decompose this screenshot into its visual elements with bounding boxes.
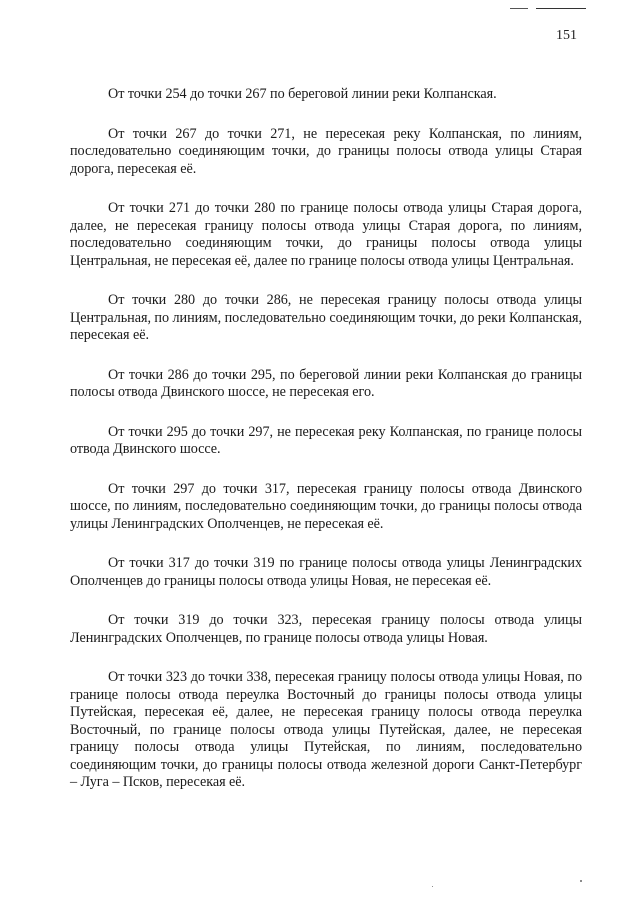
page-number: 151 (556, 28, 577, 43)
scan-speck (432, 886, 433, 887)
paragraph: От точки 319 до точки 323, пересекая границу полосы отвода улицы Ленинградских Ополченцев, по границе полосы отвода улицы Новая. (70, 612, 582, 646)
scan-artifact-line (536, 8, 586, 9)
paragraph: От точки 295 до точки 297, не пересекая реку Колпанская, по границе полосы отвода Двинского шоссе. (70, 423, 582, 457)
paragraph: От точки 267 до точки 271, не пересекая реку Колпанская, по линиям, последовательно соединяющим точки, до границы полосы отвода улицы Старая дорога, пересекая её. (70, 125, 582, 177)
paragraph: От точки 317 до точки 319 по границе полосы отвода улицы Ленинградских Ополченцев до границы полосы отвода улицы Новая, не пересекая её. (70, 555, 582, 589)
paragraph: От точки 286 до точки 295, по береговой линии реки Колпанская до границы полосы отвода Двинского шоссе, не пересекая его. (70, 366, 582, 400)
paragraph: От точки 323 до точки 338, пересекая границу полосы отвода улицы Новая, по границе полосы отвода переулка Восточный до границы полосы отвода улицы Путейская, пересекая её, далее, не пересекая границу полосы отвода переулка Восточный, по границе полосы отвода улицы Путейская, далее, не пересекая границу полосы отвода улицы Путейская, по линиям, последовательно соединяющим точки, до границы полосы отвода железной дороги Санкт-Петербург – Луга – Псков, пересекая её. (70, 669, 582, 790)
paragraph: От точки 297 до точки 317, пересекая границу полосы отвода Двинского шоссе, по линиям, последовательно соединяющим точки, до границы полосы отвода улицы Ленинградских Ополченцев, не пересекая её. (70, 480, 582, 532)
paragraph: От точки 280 до точки 286, не пересекая границу полосы отвода улицы Центральная, по линиям, последовательно соединяющим точки, до реки Колпанская, пересекая её. (70, 292, 582, 343)
document-body (70, 86, 582, 814)
scan-speck (580, 880, 582, 882)
paragraph: От точки 254 до точки 267 по береговой линии реки Колпанская. (108, 86, 497, 102)
scan-artifact-line (510, 8, 528, 9)
paragraph: От точки 271 до точки 280 по границе полосы отвода улицы Старая дорога, далее, не пересекая границу полосы отвода улицы Старая дорога, по линиям, последовательно соединяющим точки, до границы полосы отвода улицы Центральная, не пересекая её, далее по границе полосы отвода улицы Центральная. (70, 200, 582, 269)
